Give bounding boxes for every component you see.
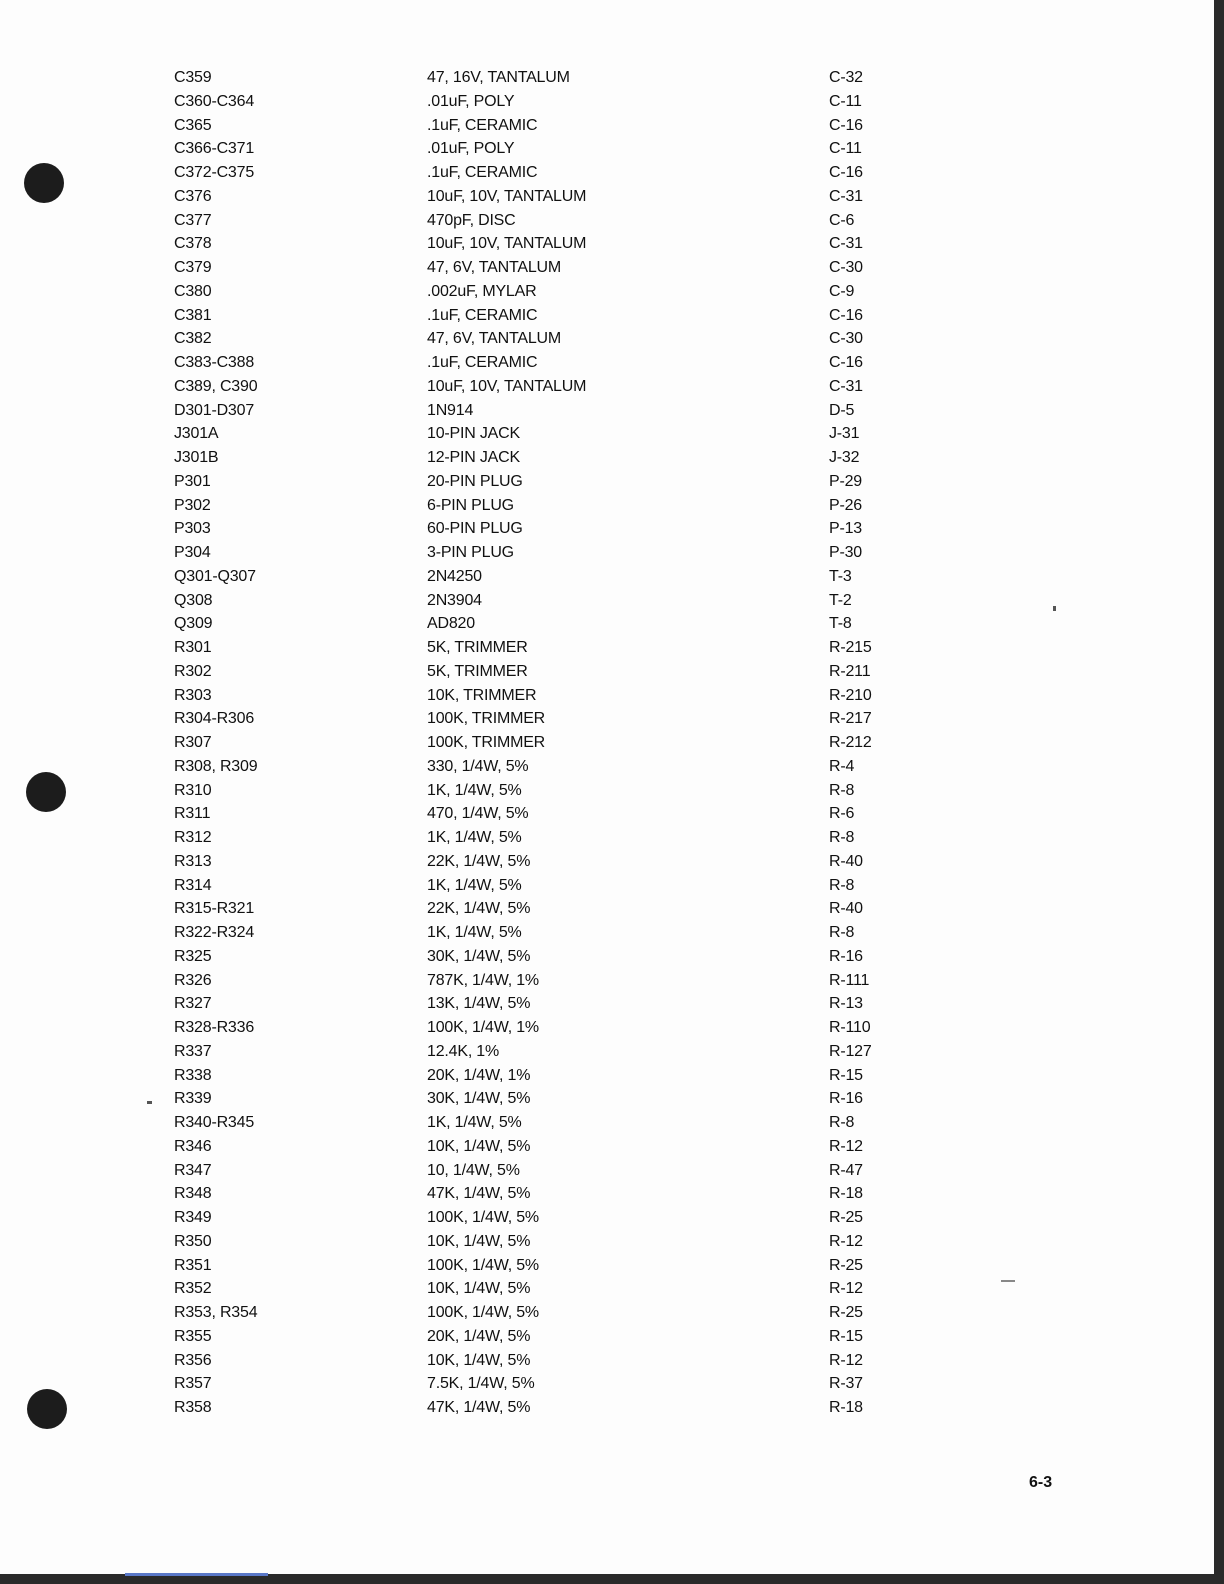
- part-description: 100K, TRIMMER: [427, 710, 546, 728]
- table-row: [174, 589, 909, 613]
- part-description: 20K, 1/4W, 1%: [427, 1066, 531, 1084]
- part-code: P-26: [829, 496, 862, 514]
- part-code: R-18: [829, 1399, 863, 1416]
- part-code: R-12: [829, 1280, 863, 1298]
- part-code: R-8: [829, 781, 855, 799]
- part-code: C-9: [829, 282, 855, 300]
- part-description: 787K, 1/4W, 1%: [427, 971, 539, 989]
- part-reference: R315-R321: [174, 900, 255, 918]
- part-reference: C378: [174, 235, 212, 253]
- part-reference: R328-R336: [174, 1019, 255, 1036]
- table-row: [174, 541, 909, 565]
- part-reference: R301: [174, 639, 212, 656]
- part-code: C-31: [829, 187, 863, 205]
- part-code: R-8: [829, 829, 855, 846]
- table-row: [174, 779, 909, 803]
- part-description: 5K, TRIMMER: [427, 662, 528, 680]
- part-description: 1K, 1/4W, 5%: [427, 829, 522, 846]
- part-description: 47, 6V, TANTALUM: [427, 330, 562, 348]
- part-code: R-111: [829, 971, 870, 989]
- part-code: R-217: [829, 710, 872, 728]
- part-code: C-32: [829, 69, 863, 86]
- part-reference: R348: [174, 1185, 212, 1203]
- part-description: 12.4K, 1%: [427, 1042, 500, 1060]
- part-description: .1uF, CERAMIC: [427, 164, 538, 181]
- part-reference: C360-C364: [174, 92, 255, 110]
- part-code: C-6: [829, 211, 855, 229]
- table-row: [174, 66, 909, 90]
- part-description: 1N914: [427, 401, 474, 419]
- part-code: R-15: [829, 1066, 863, 1084]
- parts-list-body: [174, 66, 909, 1420]
- part-description: 22K, 1/4W, 5%: [427, 852, 531, 870]
- binder-hole: [27, 1389, 67, 1429]
- part-code: R-25: [829, 1209, 863, 1226]
- part-reference: C382: [174, 330, 212, 348]
- part-code: C-16: [829, 306, 863, 324]
- part-code: J-31: [829, 425, 860, 443]
- part-code: R-12: [829, 1232, 863, 1250]
- part-reference: R357: [174, 1375, 212, 1393]
- table-row: [174, 684, 909, 708]
- part-reference: Q301-Q307: [174, 567, 256, 585]
- part-reference: R338: [174, 1066, 212, 1084]
- table-row: [174, 446, 909, 470]
- part-reference: R352: [174, 1280, 212, 1298]
- table-row: [174, 1206, 909, 1230]
- part-reference: P302: [174, 496, 211, 514]
- table-row: [174, 897, 909, 921]
- table-row: [174, 636, 909, 660]
- part-code: C-30: [829, 330, 863, 348]
- part-description: 47K, 1/4W, 5%: [427, 1399, 531, 1416]
- table-row: [174, 1349, 909, 1373]
- table-row: [174, 874, 909, 898]
- part-code: R-110: [829, 1019, 871, 1036]
- table-row: [174, 327, 909, 351]
- part-reference: R322-R324: [174, 924, 255, 941]
- part-code: R-127: [829, 1042, 872, 1060]
- part-description: 100K, 1/4W, 5%: [427, 1209, 539, 1226]
- part-code: C-11: [829, 140, 862, 158]
- part-reference: R353, R354: [174, 1304, 258, 1321]
- binder-hole: [24, 163, 64, 203]
- part-reference: D301-D307: [174, 401, 255, 419]
- table-row: [174, 399, 909, 423]
- table-row: [174, 992, 909, 1016]
- table-row: [174, 1159, 909, 1183]
- table-row: [174, 90, 909, 114]
- part-code: R-212: [829, 734, 872, 751]
- part-reference: R314: [174, 876, 212, 894]
- table-row: [174, 945, 909, 969]
- table-row: [174, 1325, 909, 1349]
- part-description: 100K, 1/4W, 5%: [427, 1304, 539, 1321]
- part-description: 10K, 1/4W, 5%: [427, 1137, 531, 1155]
- table-row: [174, 137, 909, 161]
- part-code: C-16: [829, 354, 863, 371]
- part-code: R-40: [829, 852, 863, 870]
- part-reference: R307: [174, 734, 212, 751]
- part-description: 10K, 1/4W, 5%: [427, 1280, 531, 1298]
- part-reference: Q308: [174, 591, 213, 609]
- part-description: .002uF, MYLAR: [427, 282, 537, 300]
- part-code: R-4: [829, 757, 855, 775]
- part-description: 5K, TRIMMER: [427, 639, 528, 656]
- table-row: [174, 280, 909, 304]
- part-reference: R327: [174, 995, 212, 1013]
- part-description: 47K, 1/4W, 5%: [427, 1185, 531, 1203]
- table-row: [174, 565, 909, 589]
- part-reference: R351: [174, 1256, 212, 1274]
- scan-speck: [147, 1101, 152, 1104]
- part-code: R-25: [829, 1256, 863, 1274]
- part-description: 10K, 1/4W, 5%: [427, 1232, 531, 1250]
- table-row: [174, 1040, 909, 1064]
- table-row: [174, 1016, 909, 1040]
- part-reference: R325: [174, 947, 212, 965]
- part-code: C-16: [829, 116, 863, 134]
- table-row: [174, 1277, 909, 1301]
- part-reference: R340-R345: [174, 1114, 255, 1131]
- part-code: R-47: [829, 1161, 863, 1179]
- table-row: [174, 161, 909, 185]
- part-code: T-3: [829, 567, 852, 585]
- part-description: .01uF, POLY: [427, 140, 515, 158]
- scan-edge-right: [1214, 0, 1224, 1584]
- binder-hole: [26, 772, 66, 812]
- part-description: .01uF, POLY: [427, 92, 515, 110]
- part-description: 1K, 1/4W, 5%: [427, 1114, 522, 1131]
- part-description: AD820: [427, 615, 475, 633]
- part-description: 100K, 1/4W, 5%: [427, 1256, 539, 1274]
- table-row: [174, 969, 909, 993]
- part-description: 330, 1/4W, 5%: [427, 757, 529, 775]
- part-reference: P303: [174, 520, 211, 538]
- part-code: T-2: [829, 591, 852, 609]
- table-row: [174, 755, 909, 779]
- table-row: [174, 612, 909, 636]
- table-row: [174, 1064, 909, 1088]
- part-code: J-32: [829, 449, 860, 466]
- part-description: 3-PIN PLUG: [427, 544, 514, 561]
- part-reference: R308, R309: [174, 757, 258, 775]
- part-reference: C366-C371: [174, 140, 255, 158]
- table-row: [174, 660, 909, 684]
- part-code: C-31: [829, 235, 863, 253]
- part-description: 10uF, 10V, TANTALUM: [427, 377, 587, 395]
- part-code: P-29: [829, 472, 862, 490]
- scan-mark: [125, 1573, 268, 1576]
- part-description: 10uF, 10V, TANTALUM: [427, 187, 587, 205]
- part-description: 1K, 1/4W, 5%: [427, 781, 522, 799]
- part-reference: P301: [174, 472, 211, 490]
- part-reference: C389, C390: [174, 377, 258, 395]
- part-code: R-13: [829, 995, 863, 1013]
- table-row: [174, 1111, 909, 1135]
- part-description: 30K, 1/4W, 5%: [427, 1090, 531, 1108]
- part-description: .1uF, CERAMIC: [427, 354, 538, 371]
- scan-speck: [1001, 1280, 1015, 1282]
- part-code: C-30: [829, 259, 863, 276]
- part-description: 10uF, 10V, TANTALUM: [427, 235, 587, 253]
- part-code: R-16: [829, 947, 863, 965]
- table-row: [174, 209, 909, 233]
- part-code: C-31: [829, 377, 863, 395]
- part-reference: R356: [174, 1351, 212, 1369]
- table-row: [174, 921, 909, 945]
- part-code: C-16: [829, 164, 863, 181]
- part-description: 10K, TRIMMER: [427, 686, 537, 704]
- parts-list-table: [174, 66, 909, 1420]
- table-row: [174, 351, 909, 375]
- part-code: R-40: [829, 900, 863, 918]
- part-code: C-11: [829, 92, 862, 110]
- part-reference: C359: [174, 69, 212, 86]
- part-description: 47, 6V, TANTALUM: [427, 259, 562, 276]
- part-reference: J301B: [174, 449, 219, 466]
- part-reference: R355: [174, 1327, 212, 1345]
- part-reference: C376: [174, 187, 212, 205]
- part-code: R-6: [829, 805, 855, 823]
- part-description: 12-PIN JACK: [427, 449, 520, 466]
- part-reference: R311: [174, 805, 211, 823]
- part-reference: C379: [174, 259, 212, 276]
- part-code: P-13: [829, 520, 862, 538]
- part-code: R-8: [829, 924, 855, 941]
- table-row: [174, 826, 909, 850]
- part-reference: Q309: [174, 615, 213, 633]
- part-reference: C365: [174, 116, 212, 134]
- scan-speck: [1053, 606, 1056, 611]
- table-row: [174, 470, 909, 494]
- table-row: [174, 114, 909, 138]
- page-number: 6-3: [1029, 1474, 1053, 1491]
- part-reference: C377: [174, 211, 212, 229]
- table-row: [174, 1254, 909, 1278]
- part-reference: C372-C375: [174, 164, 255, 181]
- part-description: .1uF, CERAMIC: [427, 116, 538, 134]
- part-description: 30K, 1/4W, 5%: [427, 947, 531, 965]
- table-row: [174, 850, 909, 874]
- part-description: .1uF, CERAMIC: [427, 306, 538, 324]
- part-code: R-18: [829, 1185, 863, 1203]
- part-reference: R303: [174, 686, 212, 704]
- part-description: 2N3904: [427, 591, 482, 609]
- part-description: 1K, 1/4W, 5%: [427, 924, 522, 941]
- part-description: 10K, 1/4W, 5%: [427, 1351, 531, 1369]
- part-description: 7.5K, 1/4W, 5%: [427, 1375, 535, 1393]
- table-row: [174, 256, 909, 280]
- part-reference: C383-C388: [174, 354, 255, 371]
- part-code: P-30: [829, 544, 862, 561]
- part-description: 6-PIN PLUG: [427, 496, 514, 514]
- part-reference: R312: [174, 829, 212, 846]
- part-description: 10, 1/4W, 5%: [427, 1161, 520, 1179]
- part-description: 470pF, DISC: [427, 211, 516, 229]
- table-row: [174, 375, 909, 399]
- part-reference: R339: [174, 1090, 212, 1108]
- table-row: [174, 304, 909, 328]
- part-reference: R349: [174, 1209, 212, 1226]
- part-description: 1K, 1/4W, 5%: [427, 876, 522, 894]
- part-reference: R310: [174, 781, 212, 799]
- part-code: R-8: [829, 876, 855, 894]
- table-row: [174, 494, 909, 518]
- table-row: [174, 731, 909, 755]
- part-description: 47, 16V, TANTALUM: [427, 69, 570, 86]
- table-row: [174, 1301, 909, 1325]
- part-reference: J301A: [174, 425, 219, 443]
- table-row: [174, 185, 909, 209]
- part-description: 100K, TRIMMER: [427, 734, 546, 751]
- table-row: [174, 1182, 909, 1206]
- part-reference: R358: [174, 1399, 212, 1416]
- table-row: [174, 707, 909, 731]
- part-code: R-215: [829, 639, 872, 656]
- part-code: R-25: [829, 1304, 863, 1321]
- part-code: R-210: [829, 686, 872, 704]
- part-reference: P304: [174, 544, 211, 561]
- part-code: T-8: [829, 615, 852, 633]
- part-description: 20K, 1/4W, 5%: [427, 1327, 531, 1345]
- part-code: R-8: [829, 1114, 855, 1131]
- part-reference: R302: [174, 662, 212, 680]
- part-code: R-15: [829, 1327, 863, 1345]
- table-row: [174, 1135, 909, 1159]
- part-description: 10-PIN JACK: [427, 425, 520, 443]
- part-reference: R337: [174, 1042, 212, 1060]
- part-code: D-5: [829, 401, 855, 419]
- part-reference: C381: [174, 306, 212, 324]
- table-row: [174, 422, 909, 446]
- table-row: [174, 1372, 909, 1396]
- part-description: 100K, 1/4W, 1%: [427, 1019, 539, 1036]
- part-code: R-16: [829, 1090, 863, 1108]
- table-row: [174, 1396, 909, 1420]
- part-reference: R350: [174, 1232, 212, 1250]
- part-code: R-12: [829, 1137, 863, 1155]
- table-row: [174, 517, 909, 541]
- part-description: 22K, 1/4W, 5%: [427, 900, 531, 918]
- part-reference: R326: [174, 971, 212, 989]
- part-description: 470, 1/4W, 5%: [427, 805, 529, 823]
- part-description: 2N4250: [427, 567, 482, 585]
- part-description: 13K, 1/4W, 5%: [427, 995, 531, 1013]
- table-row: [174, 232, 909, 256]
- part-description: 20-PIN PLUG: [427, 472, 523, 490]
- part-code: R-37: [829, 1375, 863, 1393]
- part-reference: R346: [174, 1137, 212, 1155]
- part-description: 60-PIN PLUG: [427, 520, 523, 538]
- part-code: R-12: [829, 1351, 863, 1369]
- part-reference: R347: [174, 1161, 212, 1179]
- table-row: [174, 1230, 909, 1254]
- table-row: [174, 1087, 909, 1111]
- table-row: [174, 802, 909, 826]
- part-reference: R304-R306: [174, 710, 255, 728]
- part-code: R-211: [829, 662, 871, 680]
- part-reference: C380: [174, 282, 212, 300]
- part-reference: R313: [174, 852, 212, 870]
